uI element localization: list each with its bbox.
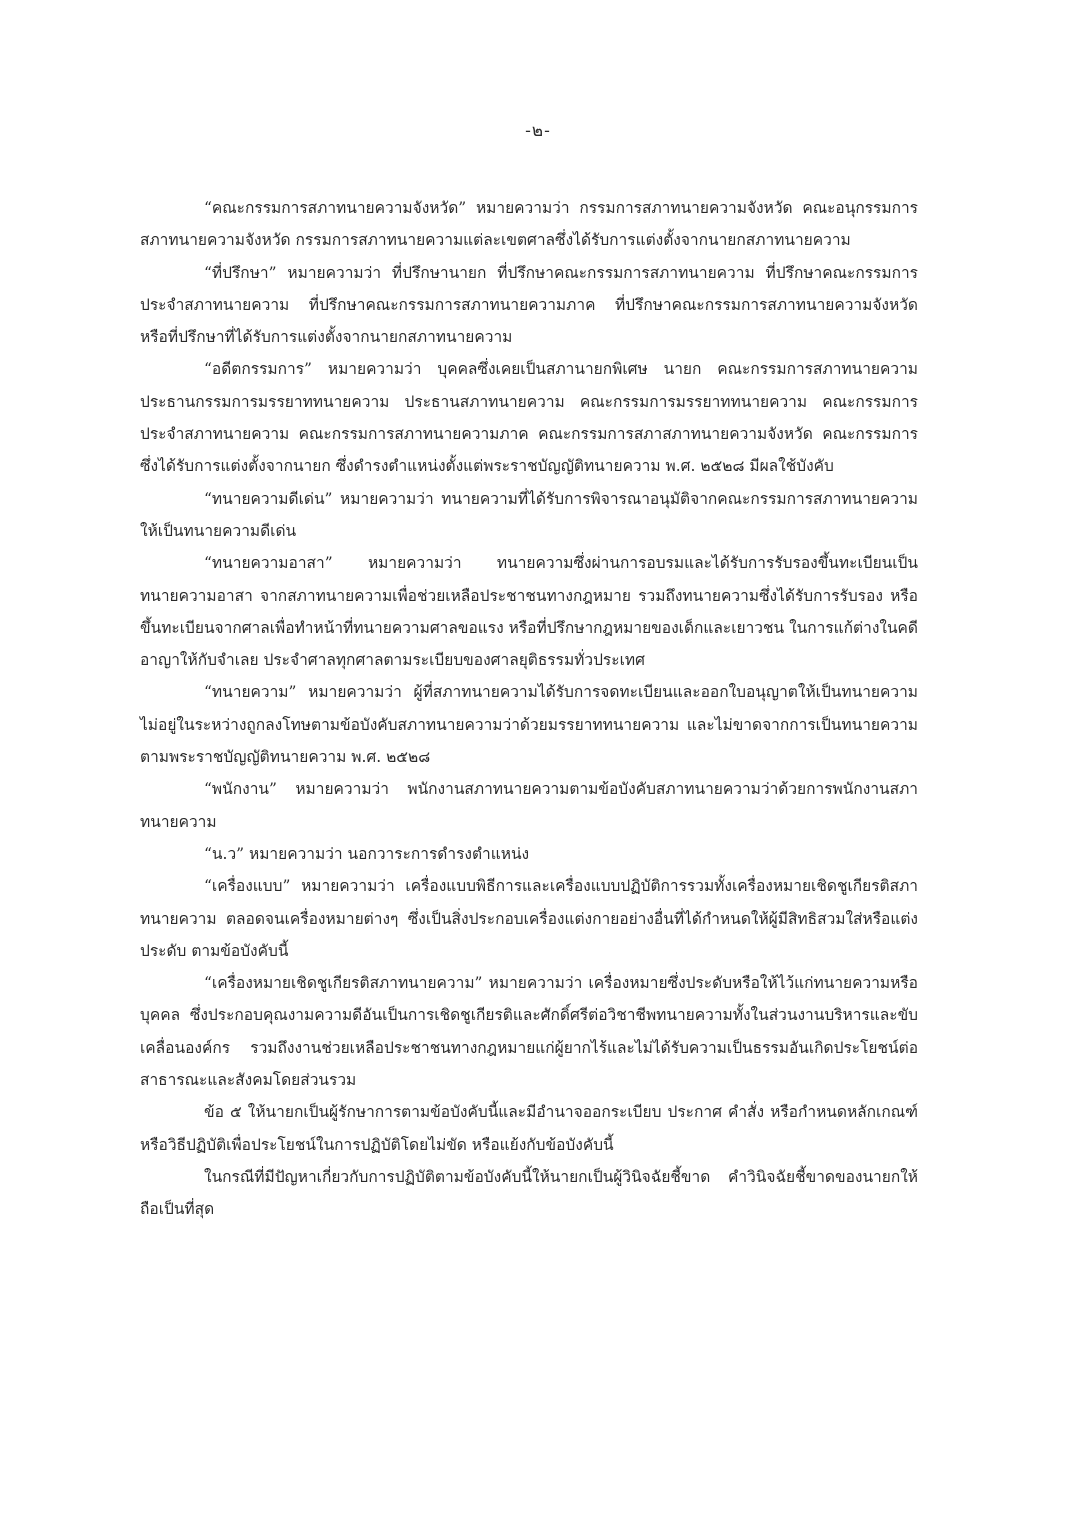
document-body xyxy=(140,192,918,1226)
definition-uniform: “เครื่องแบบ” หมายความว่า เครื่องแบบพิธีการและเครื่องแบบปฏิบัติการรวมทั้งเครื่องหมายเชิดชูเกียรติสภาทนายความ ตลอดจนเครื่องหมายต่างๆ ซึ่งเป็นสิ่งประกอบเครื่องแต่งกายอย่างอื่นที่ได้กำหนดให้ผู้มีสิทธิสวมใส่หรือแต่งประดับ ตามข้อบังคับนี้ xyxy=(140,877,918,960)
definition-provincial-committee: “คณะกรรมการสภาทนายความจังหวัด” หมายความว่า กรรมการสภาทนายความจังหวัด คณะอนุกรรมการสภาทนายความจังหวัด กรรมการสภาทนายความแต่ละเขตศาลซึ่งได้รับการแต่งตั้งจากนายกสภาทนายความ xyxy=(140,199,918,250)
clause-5: ข้อ ๕ ให้นายกเป็นผู้รักษาการตามข้อบังคับนี้และมีอำนาจออกระเบียบ ประกาศ คำสั่ง หรือกำหนดหลักเกณฑ์ หรือวิธีปฏิบัติเพื่อประโยชน์ในการปฏิบัติโดยไม่ขัด หรือแย้งกับข้อบังคับนี้ xyxy=(140,1103,918,1154)
definition-outstanding-lawyer: “ทนายความดีเด่น” หมายความว่า ทนายความที่ได้รับการพิจารณาอนุมัติจากคณะกรรมการสภาทนายความให้เป็นทนายความดีเด่น xyxy=(140,489,918,540)
definition-former-committee: “อดีตกรรมการ” หมายความว่า บุคคลซึ่งเคยเป็นสภานายกพิเศษ นายก คณะกรรมการสภาทนายความ ประธานกรรมการมรรยาททนายความ ประธานสภาทนายความ คณะกรรมการมรรยาททนายความ คณะกรรมการประจำสภาทนายความ คณะกรรมการสภาทนายความภาค คณะกรรมการสภาสภาทนายความจังหวัด คณะกรรมการซึ่งได้รับการแต่งตั้งจากนายก ซึ่งดำรงตำแหน่งตั้งแต่พระราชบัญญัติทนายความ พ.ศ. ๒๕๒๘ มีผลใช้บังคับ xyxy=(140,360,918,476)
definition-staff: “พนักงาน” หมายความว่า พนักงานสภาทนายความตามข้อบังคับสภาทนายความว่าด้วยการพนักงานสภาทนายความ xyxy=(140,780,918,831)
definition-honor-insignia: “เครื่องหมายเชิดชูเกียรติสภาทนายความ” หมายความว่า เครื่องหมายซึ่งประดับหรือให้ไว้แก่ทนายความหรือบุคคล ซึ่งประกอบคุณงามความดีอันเป็นการเชิดชูเกียรติและศักดิ์ศรีต่อวิชาชีพทนายความทั้งในส่วนงานบริหารและขับเคลื่อนองค์กร รวมถึงงานช่วยเหลือประชาชนทางกฎหมายแก่ผู้ยากไร้และไม่ได้รับความเป็นธรรมอันเกิดประโยชน์ต่อสาธารณะและสังคมโดยส่วนรวม xyxy=(140,974,918,1090)
definition-out-of-term: “น.ว” หมายความว่า นอกวาระการดำรงตำแหน่ง xyxy=(204,844,530,863)
definition-advisor: “ที่ปรึกษา” หมายความว่า ที่ปรึกษานายก ที่ปรึกษาคณะกรรมการสภาทนายความ ที่ปรึกษาคณะกรรมการประจำสภาทนายความ ที่ปรึกษาคณะกรรมการสภาทนายความภาค ที่ปรึกษาคณะกรรมการสภาทนายความจังหวัด หรือที่ปรึกษาที่ได้รับการแต่งตั้งจากนายกสภาทนายความ xyxy=(140,263,918,347)
clause-5-interpretation: ในกรณีที่มีปัญหาเกี่ยวกับการปฏิบัติตามข้อบังคับนี้ให้นายกเป็นผู้วินิจฉัยชี้ขาด คำวินิจฉัยชี้ขาดของนายกให้ถือเป็นที่สุด xyxy=(140,1167,918,1219)
definition-lawyer: “ทนายความ” หมายความว่า ผู้ที่สภาทนายความได้รับการจดทะเบียนและออกใบอนุญาตให้เป็นทนายความ ไม่อยู่ในระหว่างถูกลงโทษตามข้อบังคับสภาทนายความว่าด้วยมรรยาททนายความ และไม่ขาดจากการเป็นทนายความตามพระราชบัญญัติทนายความ พ.ศ. ๒๕๒๘ xyxy=(140,683,918,767)
page-number: -๒- xyxy=(525,121,551,141)
definition-volunteer-lawyer: “ทนายความอาสา” หมายความว่า ทนายความซึ่งผ่านการอบรมและได้รับการรับรองขึ้นทะเบียนเป็นทนายความอาสา จากสภาทนายความเพื่อช่วยเหลือประชาชนทางกฎหมาย รวมถึงทนายความซึ่งได้รับการรับรอง หรือขึ้นทะเบียนจากศาลเพื่อทำหน้าที่ทนายความศาลขอแรง หรือที่ปรึกษากฎหมายของเด็กและเยาวชน ในการแก้ต่างในคดีอาญาให้กับจำเลย ประจำศาลทุกศาลตามระเบียบของศาลยุติธรรมทั่วประเทศ xyxy=(140,554,918,670)
